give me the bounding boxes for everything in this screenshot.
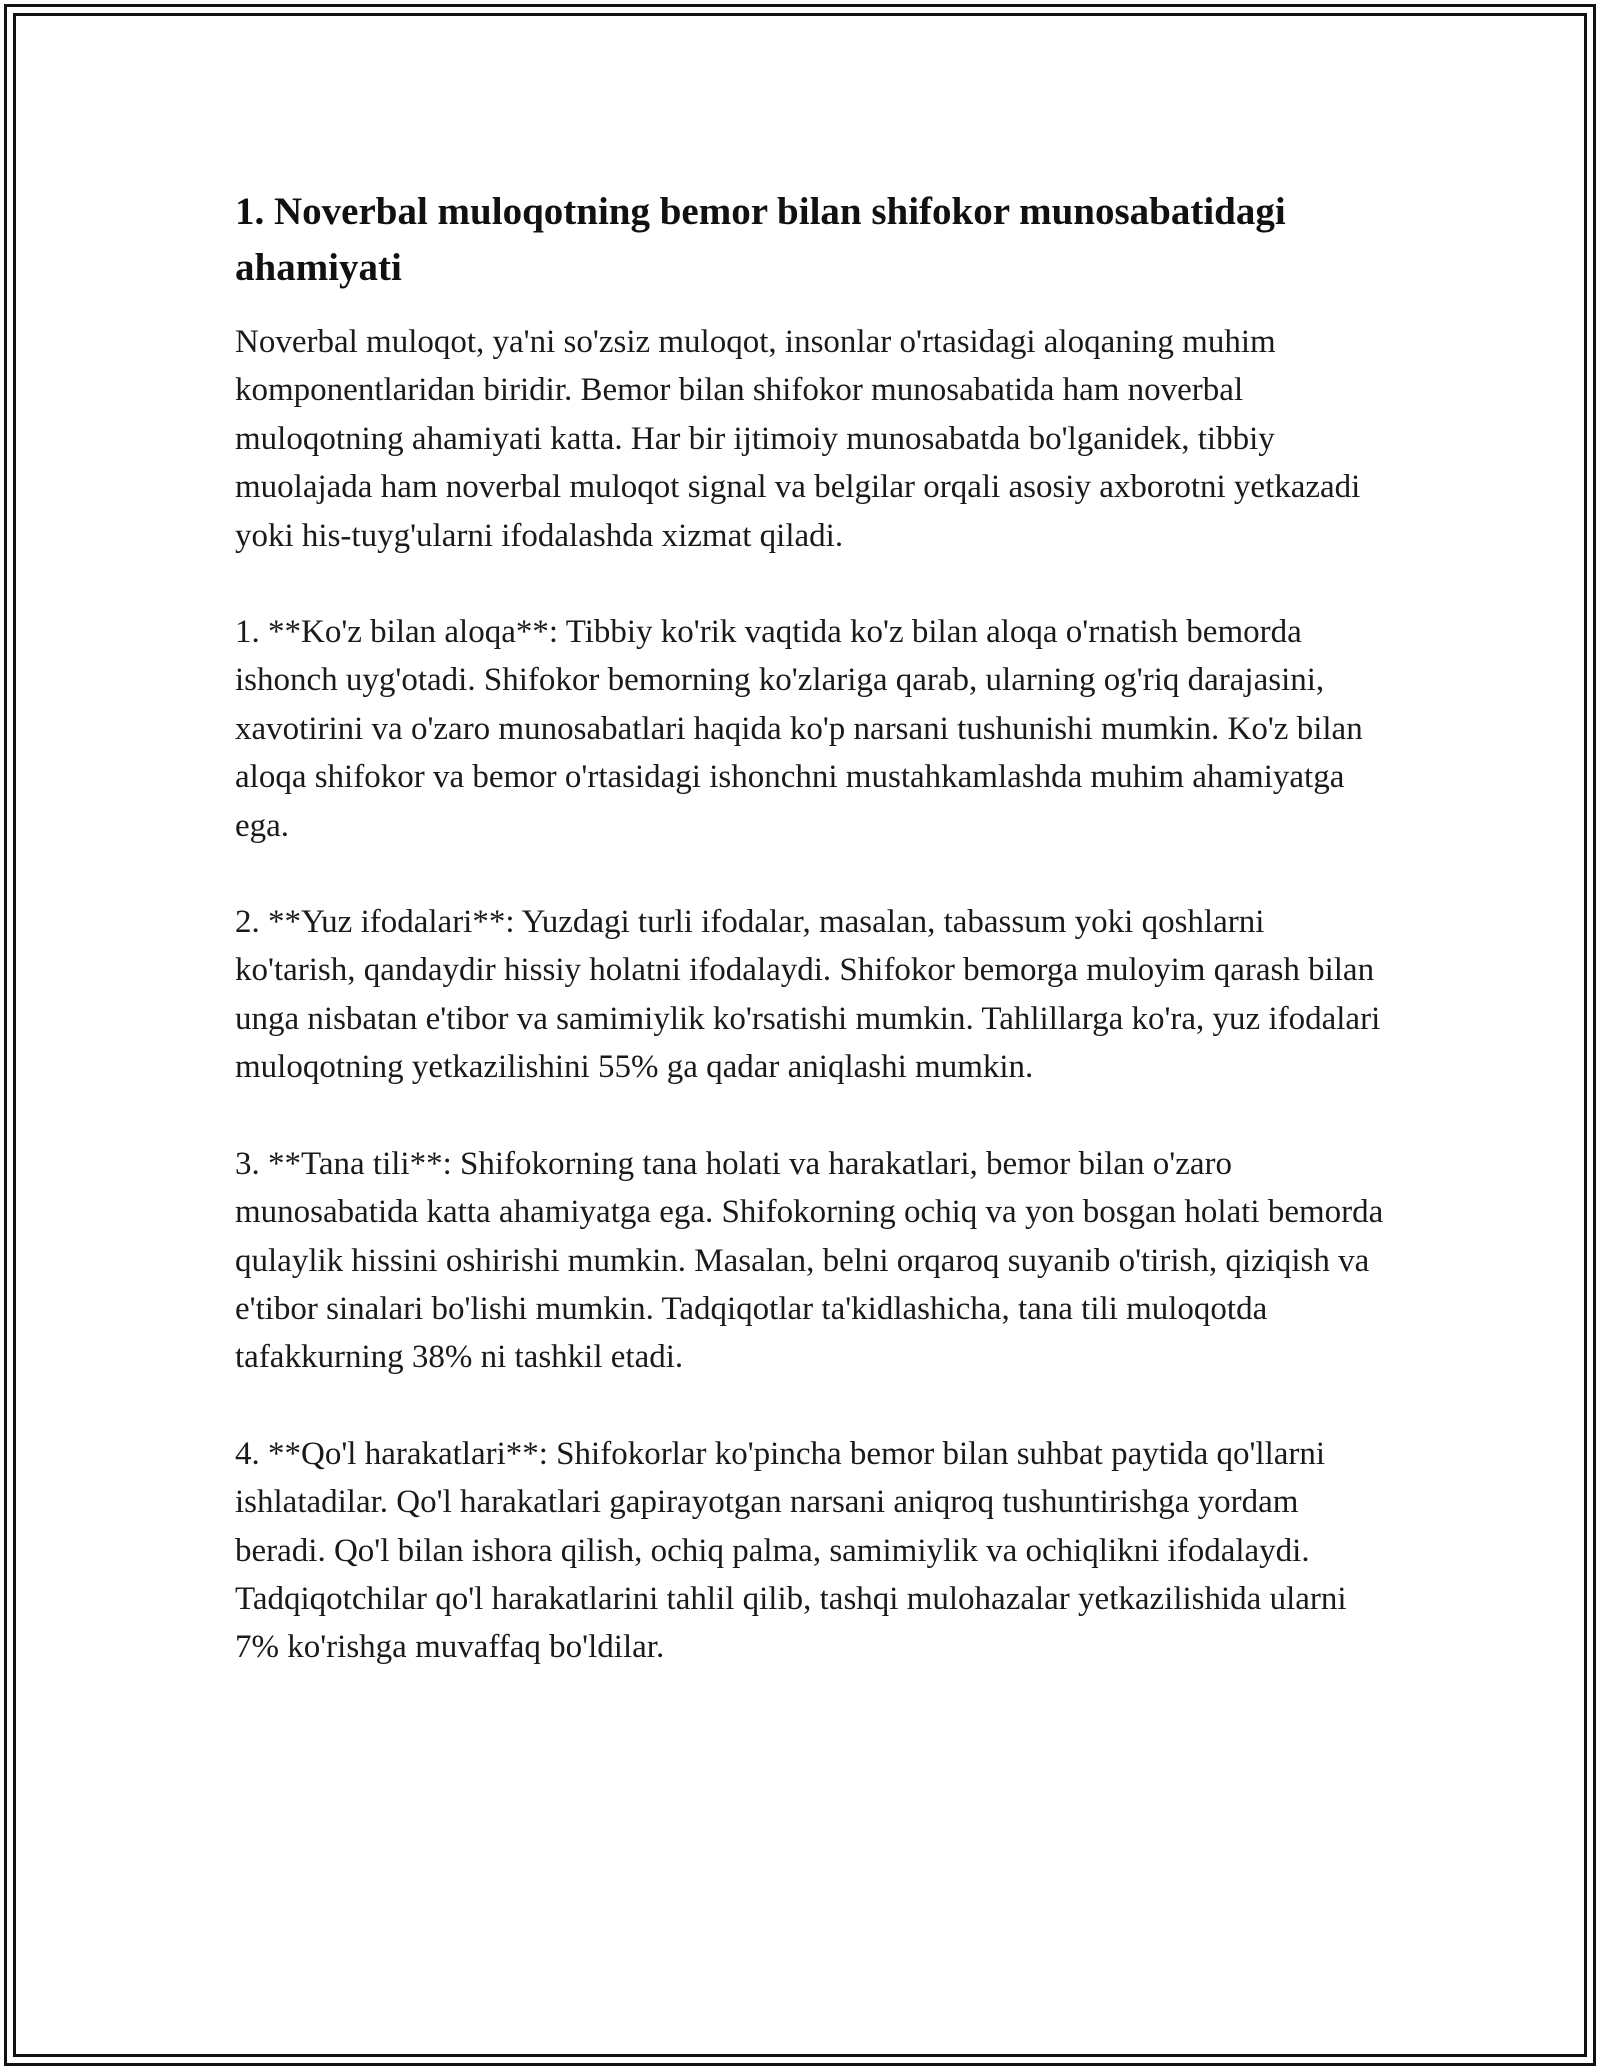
list-item-hand-gestures: 4. **Qo'l harakatlari**: Shifokorlar ko'pincha bemor bilan suhbat paytida qo'llarni ishlatadilar. Qo'l harakatlari gapirayotgan narsani aniqroq tushuntirishga yordam beradi. Qo'l bilan ishora qilish, ochiq palma, samimiylik va ochiqlikni ifodalaydi. Tadqiqotchilar qo'l harakatlarini tahlil qilib, tashqi mulohazalar yetkazilishida ularni 7% ko'rishga muvaffaq bo'ldilar. xyxy=(235,1435,1347,1666)
document-title: 1. Noverbal muloqotning bemor bilan shifokor munosabatidagi ahamiyati xyxy=(235,190,1286,289)
paragraph-spacer xyxy=(235,850,1385,898)
list-item-facial-expressions: 2. **Yuz ifodalari**: Yuzdagi turli ifodalar, masalan, tabassum yoki qoshlarni ko'tarish, qandaydir hissiy holatni ifodalaydi. Shifokor bemorga muloyim qarash bilan unga nisbatan e'tibor va samimiylik ko'rsatishi mumkin. Tahlillarga ko'ra, yuz ifodalari muloqotning yetkazilishini 55% ga qadar aniqlashi mumkin. xyxy=(235,904,1381,1086)
document-body xyxy=(235,184,1385,1672)
paragraph-spacer xyxy=(235,560,1385,608)
intro-paragraph: Noverbal muloqot, ya'ni so'zsiz muloqot, insonlar o'rtasidagi aloqaning muhim komponentlaridan biridir. Bemor bilan shifokor munosabatida ham noverbal muloqotning ahamiyati katta. Har bir ijtimoiy munosabatda bo'lganidek, tibbiy muolajada ham noverbal muloqot signal va belgilar orqali asosiy axborotni yetkazadi yoki his-tuyg'ularni ifodalashda xizmat qiladi. xyxy=(235,324,1361,554)
list-item-eye-contact: 1. **Ko'z bilan aloqa**: Tibbiy ko'rik vaqtida ko'z bilan aloqa o'rnatish bemorda ishonch uyg'otadi. Shifokor bemorning ko'zlariga qarab, ularning og'riq darajasini, xavotirini va o'zaro munosabatlari haqida ko'p narsani tushunishi mumkin. Ko'z bilan aloqa shifokor va bemor o'rtasidagi ishonchni mustahkamlashda muhim ahamiyatga ega. xyxy=(235,614,1363,844)
list-item-body-language: 3. **Tana tili**: Shifokorning tana holati va harakatlari, bemor bilan o'zaro munosabatida katta ahamiyatga ega. Shifokorning ochiq va yon bosgan holati bemorda qulaylik hissini oshirishi mumkin. Masalan, belni orqaroq suyanib o'tirish, qiziqish va e'tibor sinalari bo'lishi mumkin. Tadqiqotlar ta'kidlashicha, tana tili muloqotda tafakkurning 38% ni tashkil etadi. xyxy=(235,1145,1384,1376)
paragraph-spacer xyxy=(235,1382,1385,1430)
paragraph-spacer xyxy=(235,1092,1385,1140)
